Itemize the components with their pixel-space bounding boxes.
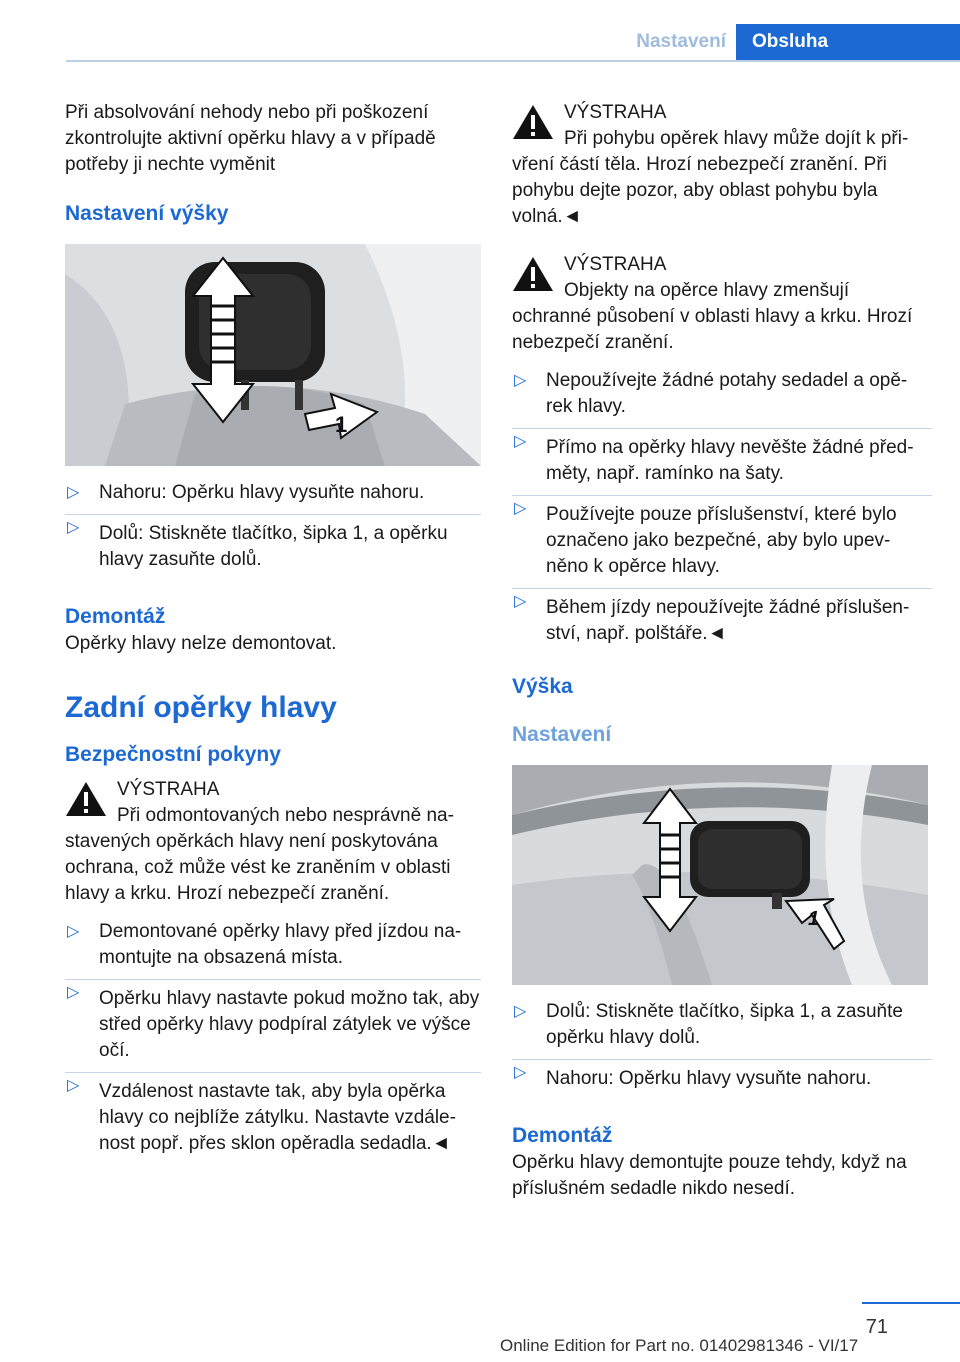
triangle-bullet-icon: ▷ — [514, 372, 527, 389]
heading-rear-headrests: Zadní opěrky hlavy — [65, 691, 337, 724]
front-headrest-figure — [65, 244, 481, 466]
figure-callout: 1 — [335, 412, 348, 437]
warning-block — [65, 777, 481, 907]
list-item: ▷ Vzdálenost nastavte tak, aby byla opěrka hlavy co nejblíže zátylku. Nastavte vzdále- nost popř. přes sklon opěradla sedadla.◄ — [65, 1072, 481, 1157]
warning-block — [512, 100, 932, 230]
list-item: ▷ Opěrku hlavy nastavte pokud možno tak, aby střed opěrky hlavy podpíral zátylek ve výšce očí. — [65, 979, 481, 1064]
list-item: ▷ Dolů: Stiskněte tlačítko, šipka 1, a opěrku hlavy zasuňte dolů. — [65, 514, 481, 573]
height-steps-list — [512, 999, 932, 1092]
heading-removal: Demontáž — [65, 605, 166, 628]
front-headrest-illustration — [65, 244, 481, 466]
warning-text: Při pohybu opěrek hlavy může dojít k při- vření částí těla. Hrozí nebezpečí zranění. Při pohybu dejte pozor, aby oblast pohybu byla volná.◄ — [512, 128, 909, 227]
warning-block — [512, 252, 932, 356]
warning-triangle-icon — [65, 781, 107, 817]
triangle-bullet-icon: ▷ — [514, 593, 527, 610]
list-item: ▷ Přímo na opěrky hlavy nevěšte žádné před- měty, např. ramínko na šaty. — [512, 428, 932, 487]
triangle-bullet-icon: ▷ — [67, 519, 80, 536]
rear-headrest-illustration — [512, 765, 928, 985]
section-tab: Nastavení — [636, 31, 726, 52]
list-item: ▷ Demontované opěrky hlavy před jízdou na- montujte na obsazená místa. — [67, 921, 462, 968]
figure-callout: 1 — [808, 908, 820, 930]
page-number: 71 — [865, 1316, 888, 1338]
list-item: ▷ Nepoužívejte žádné potahy sedadel a opě- rek hlavy. — [514, 370, 908, 417]
heading-setting: Nastavení — [512, 723, 612, 746]
triangle-bullet-icon: ▷ — [67, 484, 80, 501]
warning-title: VÝSTRAHA — [117, 779, 220, 800]
intro-text: Při absolvování nehody nebo při poškození zkontrolujte aktivní opěrku hlavy a v případě potřeby ji nechte vyměnit — [65, 102, 436, 175]
list-item: ▷ Nahoru: Opěrku hlavy vysuňte nahoru. — [512, 1059, 932, 1092]
warning-steps-list — [512, 368, 932, 647]
rear-headrest-figure — [512, 765, 928, 985]
triangle-bullet-icon: ▷ — [67, 1077, 80, 1094]
header-divider — [66, 60, 960, 62]
heading-height: Výška — [512, 675, 573, 698]
warning-title: VÝSTRAHA — [564, 102, 667, 123]
list-item: ▷ Nahoru: Opěrku hlavy vysuňte nahoru. — [65, 480, 481, 506]
edition-note: Online Edition for Part no. 01402981346 - VI/17 — [500, 1336, 859, 1355]
triangle-bullet-icon: ▷ — [514, 500, 527, 517]
heading-removal: Demontáž — [512, 1124, 613, 1147]
triangle-bullet-icon: ▷ — [514, 1064, 527, 1081]
triangle-bullet-icon: ▷ — [514, 1003, 527, 1020]
warning-triangle-icon — [512, 256, 554, 292]
heading-height-setting: Nastavení výšky — [65, 202, 229, 225]
right-column — [512, 100, 932, 1202]
warning-triangle-icon — [512, 104, 554, 140]
footer-divider — [862, 1302, 960, 1304]
page-header — [66, 24, 960, 62]
removal-text: Opěrky hlavy nelze demontovat. — [65, 633, 337, 654]
warning-title: VÝSTRAHA — [564, 254, 667, 275]
left-column — [65, 100, 481, 1165]
heading-safety: Bezpečnostní pokyny — [65, 743, 281, 766]
chapter-tab: Obsluha — [736, 24, 960, 60]
height-steps-list — [65, 480, 481, 573]
list-item: ▷ Během jízdy nepoužívejte žádné příslušen- ství, např. polštáře.◄ — [512, 588, 932, 647]
removal-text: Opěrku hlavy demontujte pouze tehdy, když na příslušném sedadle nikdo nesedí. — [512, 1152, 907, 1199]
list-item: ▷ Dolů: Stiskněte tlačítko, šipka 1, a zasuňte opěrku hlavy dolů. — [514, 1001, 903, 1048]
triangle-bullet-icon: ▷ — [514, 433, 527, 450]
warning-text: Při odmontovaných nebo nesprávně na- stavených opěrkách hlavy není poskytována ochrana, což může vést ke zraněním v oblasti hlavy a krku. Hrozí nebezpečí zranění. — [65, 805, 454, 904]
warning-text: Objekty na opěrce hlavy zmenšují ochranné působení v oblasti hlavy a krku. Hrozí nebezpečí zranění. — [512, 280, 913, 353]
triangle-bullet-icon: ▷ — [67, 923, 80, 940]
warning-steps-list — [65, 919, 481, 1157]
list-item: ▷ Používejte pouze příslušenství, které bylo označeno jako bezpečné, aby bylo upev- něno k opěrce hlavy. — [512, 495, 932, 580]
triangle-bullet-icon: ▷ — [67, 984, 80, 1001]
